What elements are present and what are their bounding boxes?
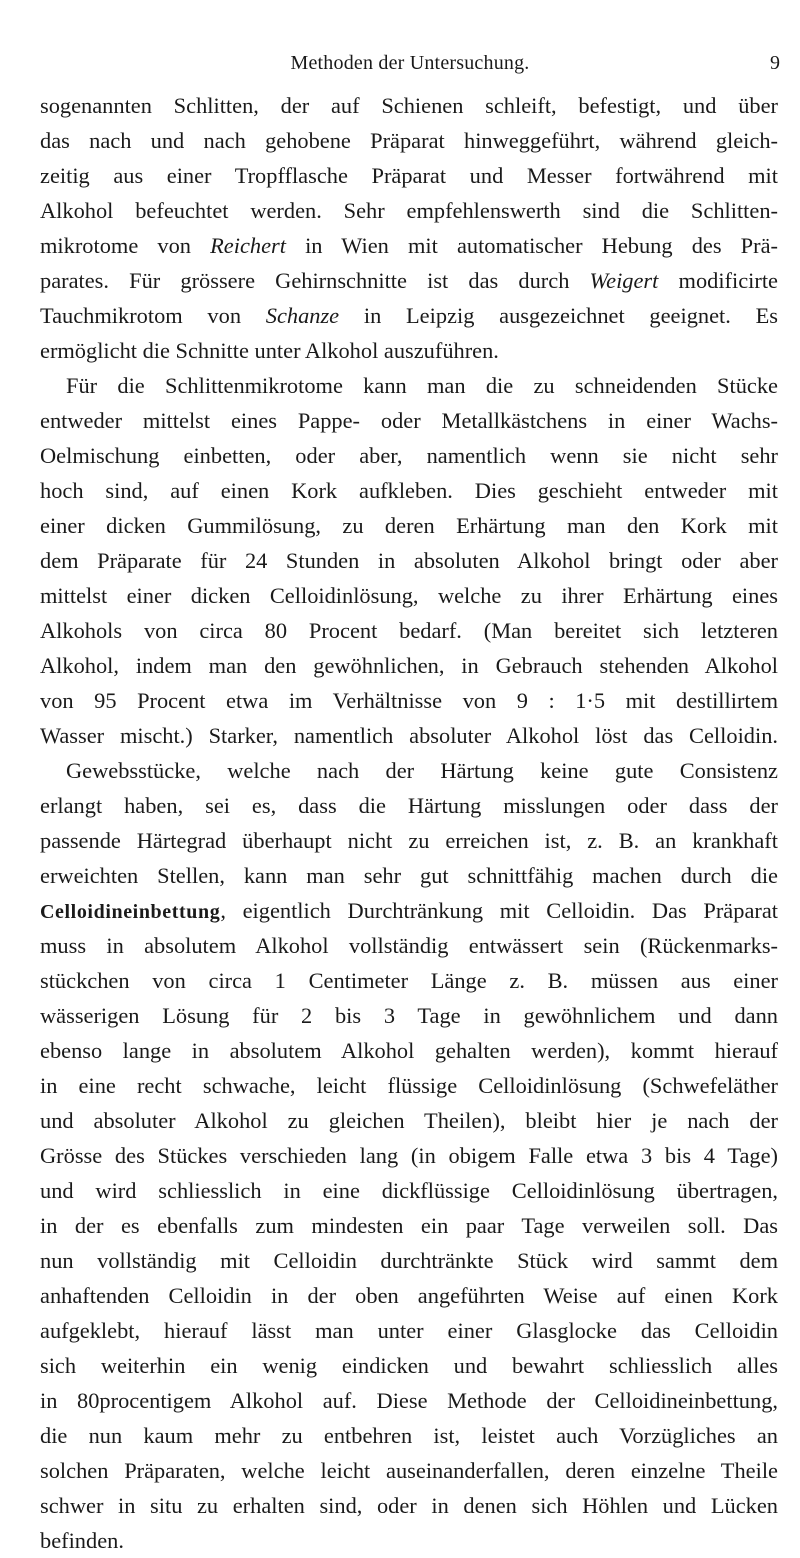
text-line	[40, 333, 778, 368]
text-segment: Alkohol, indem man den gewöhnlichen, in Gebrauch stehenden Alkohol	[40, 653, 778, 678]
text-line	[40, 263, 778, 298]
text-segment: parates. Für grössere Gehirnschnitte ist das durch	[40, 268, 590, 293]
text-line	[40, 753, 778, 788]
text-segment: zeitig aus einer Tropfflasche Präparat und Messer fortwährend mit	[40, 163, 778, 188]
text-segment: erlangt haben, sei es, dass die Härtung misslungen oder dass der	[40, 793, 778, 818]
text-segment: Alkohol befeuchtet werden. Sehr empfehlenswerth sind die Schlitten-	[40, 198, 778, 223]
text-segment: in Wien mit automatischer Hebung des Prä-	[285, 233, 778, 258]
text-line	[40, 1278, 778, 1313]
text-segment: Gewebsstücke, welche nach der Härtung keine gute Consistenz	[66, 758, 778, 783]
text-line	[40, 1103, 778, 1138]
text-line	[40, 823, 778, 858]
text-segment: , eigentlich Durchtränkung mit Celloidin. Das Präparat	[220, 898, 778, 923]
text-line	[40, 1313, 778, 1348]
text-line	[40, 158, 778, 193]
text-segment: sogenannten Schlitten, der auf Schienen schleift, befestigt, und über	[40, 93, 778, 118]
text-segment: ebenso lange in absolutem Alkohol gehalten werden), kommt hierauf	[40, 1038, 778, 1063]
text-line	[40, 1348, 778, 1383]
text-segment: Weigert	[589, 268, 659, 293]
text-segment: stückchen von circa 1 Centimeter Länge z. B. müssen aus einer	[40, 968, 778, 993]
text-segment: in eine recht schwache, leicht flüssige Celloidinlösung (Schwefeläther	[40, 1073, 778, 1098]
text-segment: Oelmischung einbetten, oder aber, namentlich wenn sie nicht sehr	[40, 443, 778, 468]
text-line	[40, 1453, 778, 1488]
text-line	[40, 123, 778, 158]
text-line	[40, 193, 778, 228]
text-segment: Für die Schlittenmikrotome kann man die zu schneidenden Stücke	[66, 373, 778, 398]
text-segment: Alkohols von circa 80 Procent bedarf. (Man bereitet sich letzteren	[40, 618, 778, 643]
text-segment: und absoluter Alkohol zu gleichen Theilen), bleibt hier je nach der	[40, 1108, 778, 1133]
text-segment: passende Härtegrad überhaupt nicht zu erreichen ist, z. B. an krankhaft	[40, 828, 778, 853]
text-line	[40, 578, 778, 613]
text-segment: Grösse des Stückes verschieden lang (in obigem Falle etwa 3 bis 4 Tage)	[40, 1143, 778, 1168]
text-segment: Schanze	[265, 303, 340, 328]
text-line	[40, 88, 778, 123]
text-line	[40, 788, 778, 823]
text-segment: Wasser mischt.) Starker, namentlich absoluter Alkohol löst das Celloidin.	[40, 723, 778, 748]
text-line	[40, 298, 778, 333]
text-segment: sich weiterhin ein wenig eindicken und bewahrt schliesslich alles	[40, 1353, 778, 1378]
text-segment: schwer in situ zu erhalten sind, oder in denen sich Höhlen und Lücken	[40, 1493, 778, 1518]
text-line	[40, 403, 778, 438]
text-segment: aufgeklebt, hierauf lässt man unter einer Glasglocke das Celloidin	[40, 1318, 778, 1343]
text-line	[40, 613, 778, 648]
body-text	[40, 88, 778, 1558]
text-line	[40, 1243, 778, 1278]
text-segment: mittelst einer dicken Celloidinlösung, welche zu ihrer Erhärtung eines	[40, 583, 778, 608]
text-segment: solchen Präparaten, welche leicht auseinanderfallen, deren einzelne Theile	[40, 1458, 778, 1483]
text-line	[40, 368, 778, 403]
text-segment: in Leipzig ausgezeichnet geeignet. Es	[339, 303, 778, 328]
text-segment: entweder mittelst eines Pappe- oder Metallkästchens in einer Wachs-	[40, 408, 778, 433]
text-segment: Reichert	[210, 233, 286, 258]
page-number: 9	[770, 52, 780, 74]
text-line	[40, 928, 778, 963]
text-line	[40, 1138, 778, 1173]
text-line	[40, 473, 778, 508]
text-line	[40, 1418, 778, 1453]
text-segment: die nun kaum mehr zu entbehren ist, leistet auch Vorzügliches an	[40, 1423, 778, 1448]
text-line	[40, 1523, 778, 1558]
text-line	[40, 963, 778, 998]
text-segment: dem Präparate für 24 Stunden in absoluten Alkohol bringt oder aber	[40, 548, 778, 573]
text-segment: Celloidineinbettung	[40, 901, 221, 923]
text-segment: mikrotome von	[40, 233, 211, 258]
text-line	[40, 718, 778, 753]
text-line	[40, 1173, 778, 1208]
text-line	[40, 1208, 778, 1243]
running-head: Methoden der Untersuchung.	[290, 52, 530, 74]
text-line	[40, 1033, 778, 1068]
text-segment: wässerigen Lösung für 2 bis 3 Tage in gewöhnlichem und dann	[40, 1003, 778, 1028]
text-segment: anhaftenden Celloidin in der oben angeführten Weise auf einen Kork	[40, 1283, 778, 1308]
text-segment: ermöglicht die Schnitte unter Alkohol auszuführen.	[40, 338, 499, 363]
text-segment: in der es ebenfalls zum mindesten ein paar Tage verweilen soll. Das	[40, 1213, 778, 1238]
text-segment: das nach und nach gehobene Präparat hinweggeführt, während gleich-	[40, 128, 778, 153]
text-line	[40, 1068, 778, 1103]
text-segment: in 80procentigem Alkohol auf. Diese Methode der Celloidineinbettung,	[40, 1388, 778, 1413]
text-line	[40, 648, 778, 683]
text-segment: befinden.	[40, 1528, 124, 1553]
text-segment: Tauchmikrotom von	[40, 303, 266, 328]
text-line	[40, 1383, 778, 1418]
text-segment: erweichten Stellen, kann man sehr gut schnittfähig machen durch die	[40, 863, 778, 888]
text-segment: von 95 Procent etwa im Verhältnisse von 9 : 1·5 mit destillirtem	[40, 688, 778, 713]
text-line	[40, 998, 778, 1033]
text-segment: modificirte	[658, 268, 778, 293]
text-line	[40, 508, 778, 543]
text-segment: hoch sind, auf einen Kork aufkleben. Dies geschieht entweder mit	[40, 478, 778, 503]
text-line	[40, 438, 778, 473]
text-segment: einer dicken Gummilösung, zu deren Erhärtung man den Kork mit	[40, 513, 778, 538]
text-line	[40, 683, 778, 718]
text-segment: und wird schliesslich in eine dickflüssige Celloidinlösung übertragen,	[40, 1178, 778, 1203]
text-segment: nun vollständig mit Celloidin durchtränkte Stück wird sammt dem	[40, 1248, 778, 1273]
text-line	[40, 228, 778, 263]
text-line	[40, 893, 778, 928]
page-header	[40, 52, 780, 82]
text-line	[40, 858, 778, 893]
text-segment: muss in absolutem Alkohol vollständig entwässert sein (Rückenmarks-	[40, 933, 778, 958]
text-line	[40, 543, 778, 578]
text-line	[40, 1488, 778, 1523]
